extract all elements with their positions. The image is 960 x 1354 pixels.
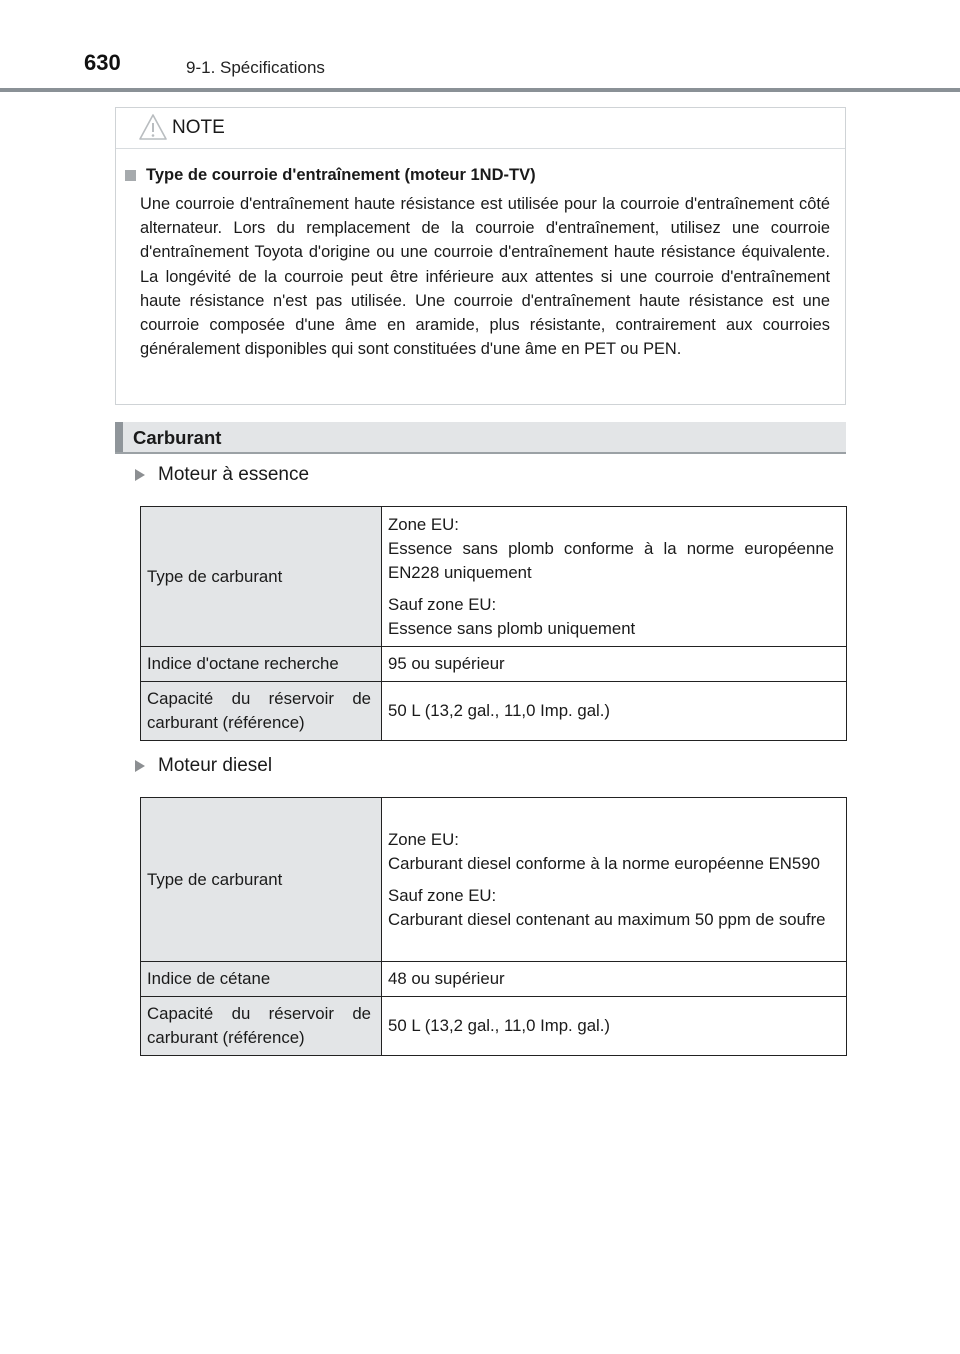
table-row [141, 962, 847, 997]
square-bullet-icon [125, 170, 136, 181]
diesel-heading-text: Moteur diesel [158, 755, 273, 776]
warning-icon [138, 113, 168, 141]
row-label: Type de carburant [141, 507, 382, 647]
row-value [382, 798, 847, 962]
table-row [141, 647, 847, 682]
table-row [141, 507, 847, 647]
diesel-spec-table [140, 797, 847, 1056]
eu-text: Carburant diesel conforme à la norme européenne EN590 [388, 853, 820, 873]
petrol-heading-text: Moteur à essence [158, 464, 310, 485]
diesel-heading [135, 755, 272, 777]
row-label: Indice d'octane recherche [141, 647, 382, 682]
row-label: Capacité du réservoir de carburant (référence) [141, 997, 382, 1056]
band-accent [115, 422, 123, 452]
table-row [141, 798, 847, 962]
row-label: Type de carburant [141, 798, 382, 962]
noneu-text: Essence sans plomb uniquement [388, 618, 636, 638]
eu-label: Zone EU: [388, 829, 459, 849]
header-rule [0, 88, 960, 92]
row-value: 50 L (13,2 gal., 11,0 Imp. gal.) [382, 682, 847, 741]
row-label: Capacité du réservoir de carburant (référence) [141, 682, 382, 741]
row-value: 50 L (13,2 gal., 11,0 Imp. gal.) [382, 997, 847, 1056]
arrow-right-icon [135, 469, 145, 481]
noneu-label: Sauf zone EU: [388, 594, 497, 614]
row-value [382, 507, 847, 647]
eu-text: Essence sans plomb conforme à la norme européenne EN228 uniquement [388, 538, 834, 582]
section-title: Carburant [133, 427, 222, 448]
petrol-spec-table [140, 506, 847, 741]
page-number: 630 [84, 50, 121, 75]
row-value: 48 ou supérieur [382, 962, 847, 997]
table-row [141, 997, 847, 1056]
note-subheading-text: Type de courroie d'entraînement (moteur 1ND-TV) [146, 166, 536, 184]
page-header [0, 0, 960, 92]
note-title: NOTE [172, 117, 225, 138]
noneu-text: Carburant diesel contenant au maximum 50 ppm de soufre [388, 909, 826, 929]
note-subheading [125, 166, 536, 185]
eu-label: Zone EU: [388, 514, 459, 534]
note-box [115, 107, 846, 405]
section-band [115, 422, 846, 454]
table-row [141, 682, 847, 741]
noneu-label: Sauf zone EU: [388, 885, 497, 905]
row-label: Indice de cétane [141, 962, 382, 997]
section-label: 9-1. Spécifications [186, 58, 325, 77]
note-body: Une courroie d'entraînement haute résistance est utilisée pour la courroie d'entraînement côté alternateur. Lors du remplacement de la courroie d'entraînement, utilisez une courroie d'entraînement Toyota d'origine ou une courroie d'entraînement haute résistance équivalente. La longévité de la courroie peut être inférieure aux attentes si une courroie d'entraînement haute résistance n'est pas utilisée. Une courroie d'entraînement haute résistance est une courroie composée d'une âme en aramide, plus résistante, contrairement aux courroies généralement disponibles qui sont constituées d'une âme en PET ou PEN. [140, 195, 830, 359]
arrow-right-icon [135, 760, 145, 772]
petrol-heading [135, 464, 309, 486]
note-header [116, 108, 845, 149]
row-value: 95 ou supérieur [382, 647, 847, 682]
